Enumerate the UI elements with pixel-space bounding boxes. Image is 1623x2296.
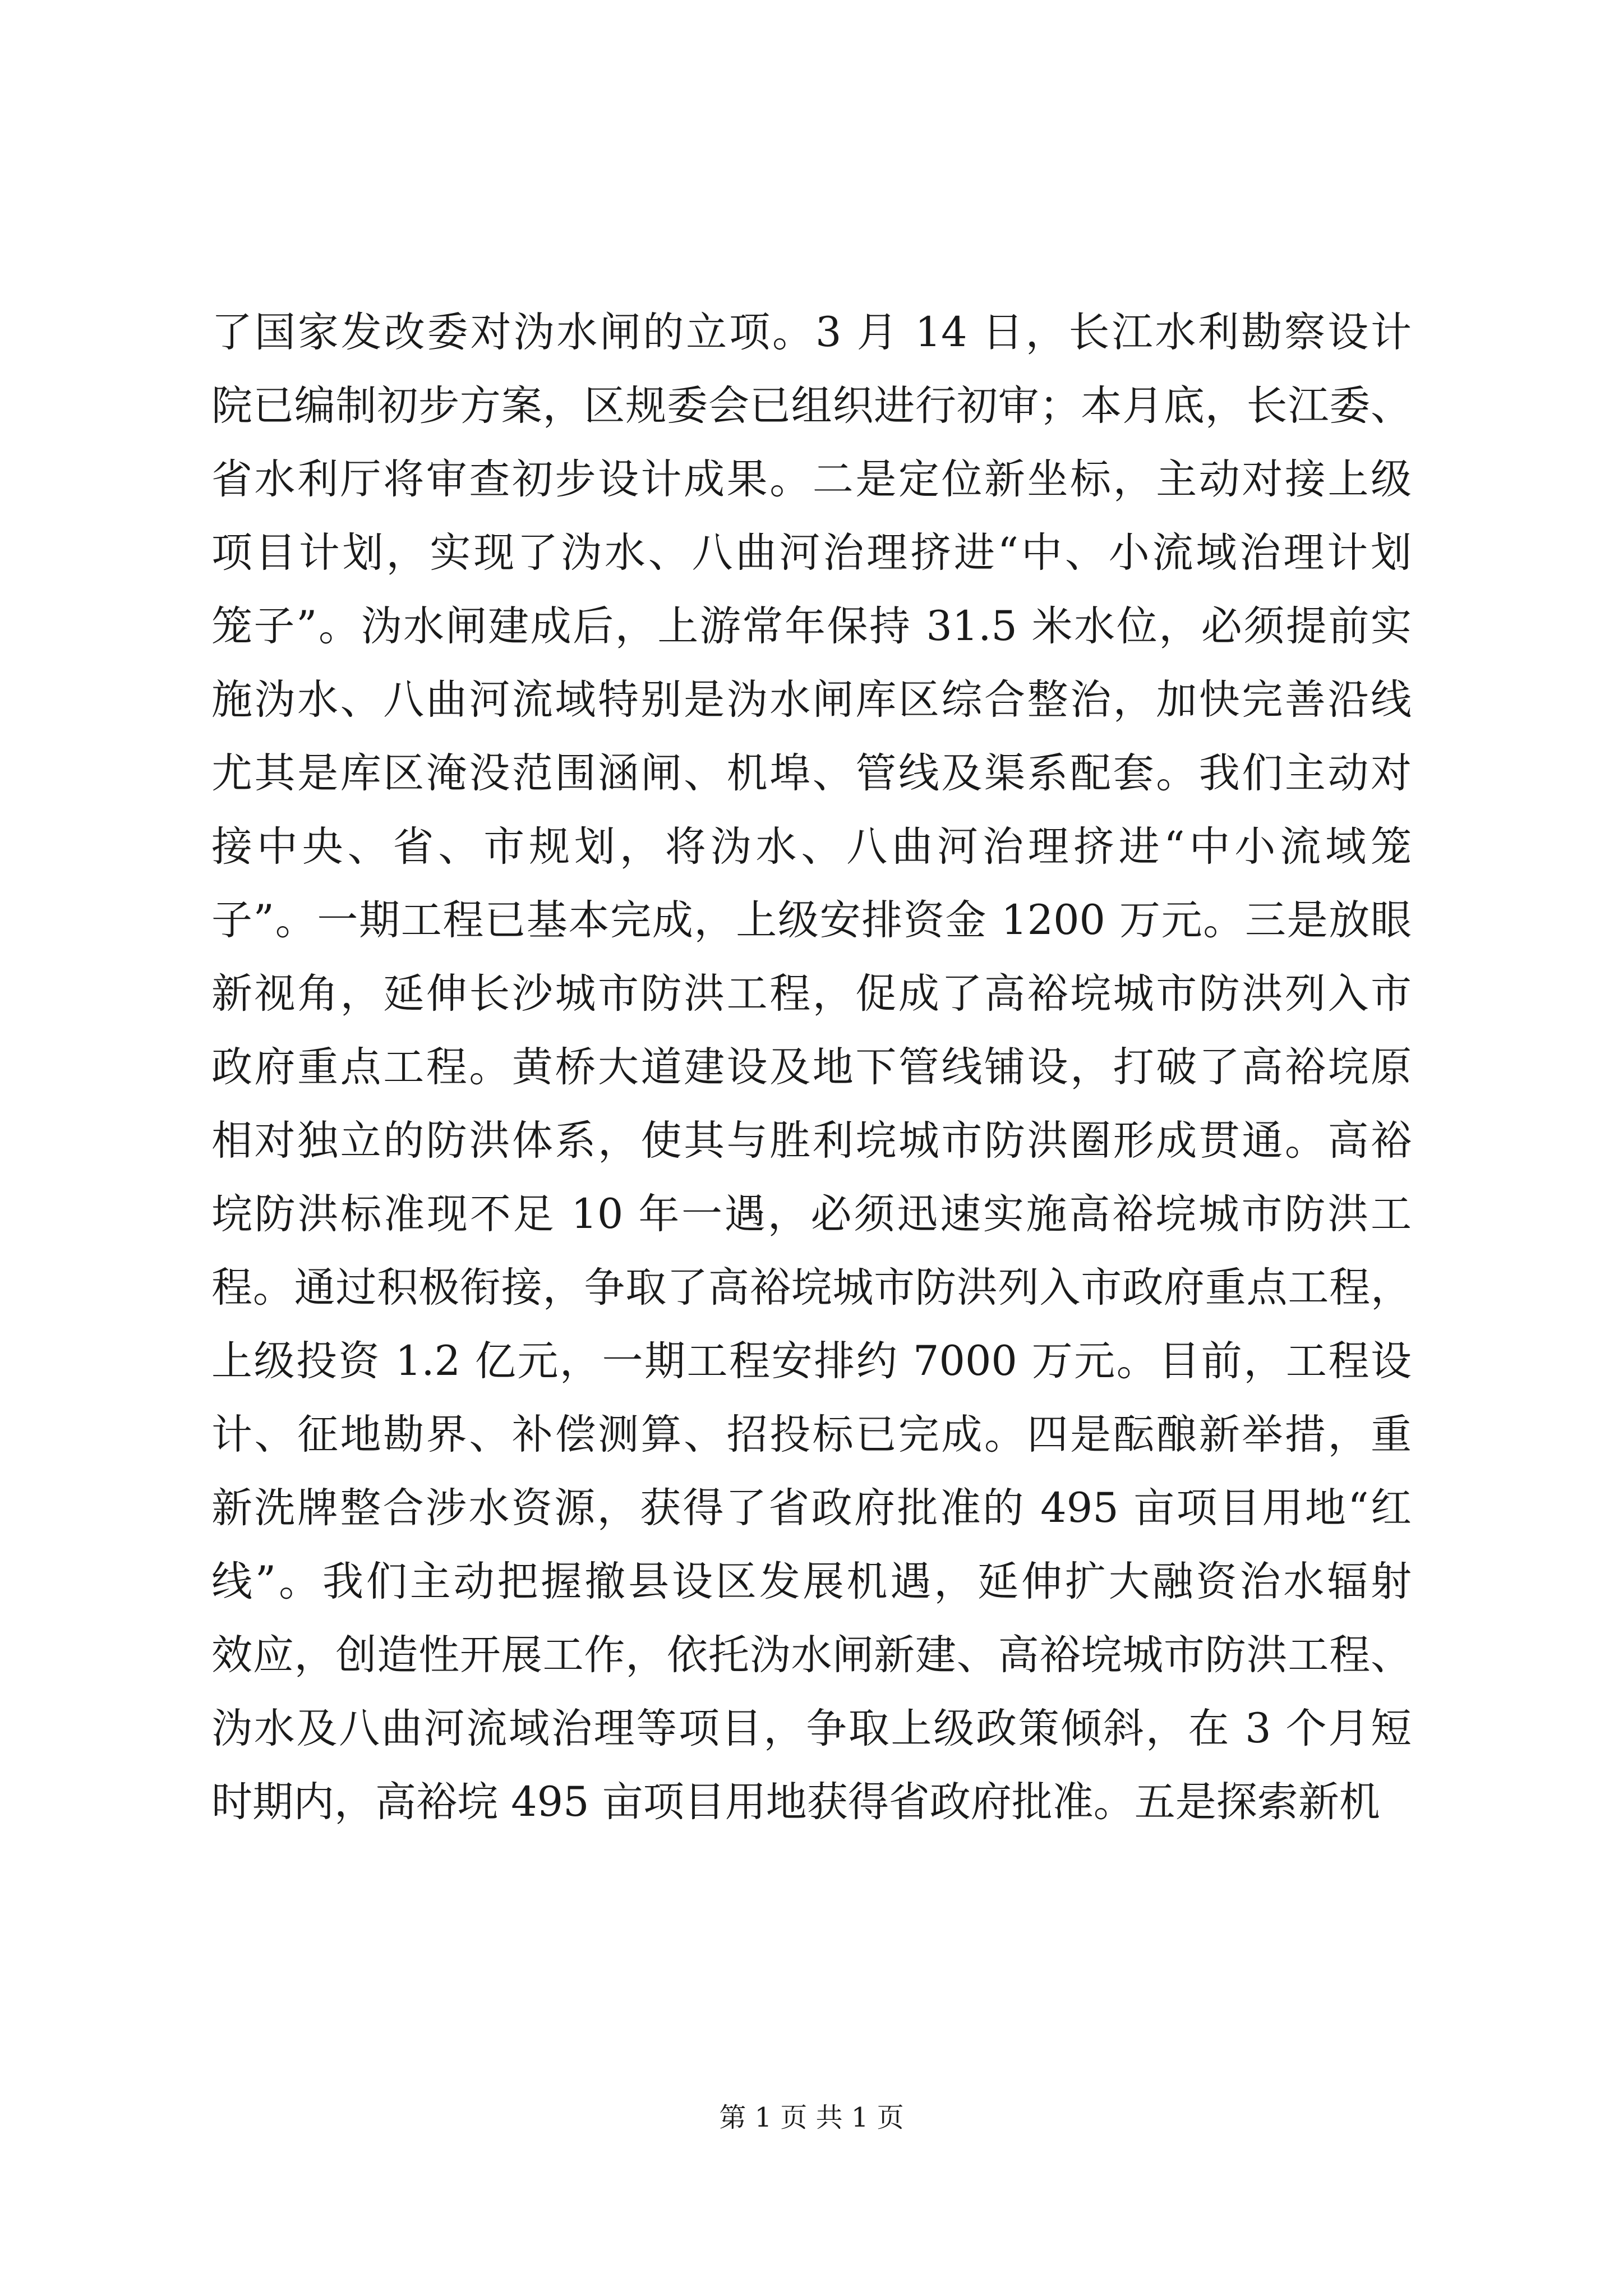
text-line-20: 沩水及八曲河流域治理等项目，争取上级政策倾斜，在 3 个月短 <box>211 1705 1412 1752</box>
text-line-3: 省水利厅将审查初步设计成果。二是定位新坐标，主动对接上级 <box>211 455 1412 503</box>
text-line-5: 笼子”。沩水闸建成后，上游常年保持 31.5 米水位，必须提前实 <box>211 602 1412 650</box>
text-line-10: 新视角，延伸长沙城市防洪工程，促成了高裕垸城市防洪列入市 <box>211 970 1412 1018</box>
text-line-13: 垸防洪标准现不足 10 年一遇，必须迅速实施高裕垸城市防洪工 <box>211 1190 1412 1238</box>
text-line-2: 院已编制初步方案，区规委会已组织进行初审；本月底，长江委、 <box>211 382 1412 430</box>
page-footer <box>0 2101 1623 2134</box>
text-line-15: 上级投资 1.2 亿元，一期工程安排约 7000 万元。目前，工程设 <box>211 1337 1412 1385</box>
text-line-16: 计、征地勘界、补偿测算、招投标已完成。四是酝酿新举措，重 <box>211 1411 1412 1458</box>
body-text <box>211 296 1412 1839</box>
text-line-14: 程。通过积极衔接，争取了高裕垸城市防洪列入市政府重点工程， <box>211 1264 1412 1312</box>
text-line-4: 项目计划，实现了沩水、八曲河治理挤进“中、小流域治理计划 <box>211 529 1412 577</box>
text-line-9: 子”。一期工程已基本完成，上级安排资金 1200 万元。三是放眼 <box>211 896 1412 944</box>
text-line-7: 尤其是库区淹没范围涵闸、机埠、管线及渠系配套。我们主动对 <box>211 749 1412 797</box>
text-line-19: 效应，创造性开展工作，依托沩水闸新建、高裕垸城市防洪工程、 <box>211 1631 1412 1679</box>
text-line-12: 相对独立的防洪体系，使其与胜利垸城市防洪圈形成贯通。高裕 <box>211 1117 1412 1165</box>
text-line-21: 时期内，高裕垸 495 亩项目用地获得省政府批准。五是探索新机 <box>211 1778 1380 1826</box>
page-number-label: 第 1 页 共 1 页 <box>719 2102 904 2133</box>
text-line-6: 施沩水、八曲河流域特别是沩水闸库区综合整治，加快完善沿线 <box>211 676 1412 724</box>
text-line-11: 政府重点工程。黄桥大道建设及地下管线铺设，打破了高裕垸原 <box>211 1043 1412 1091</box>
text-line-17: 新洗牌整合涉水资源，获得了省政府批准的 495 亩项目用地“红 <box>211 1484 1412 1532</box>
text-line-1: 了国家发改委对沩水闸的立项。3 月 14 日，长江水利勘察设计 <box>211 309 1412 356</box>
text-line-8: 接中央、省、市规划，将沩水、八曲河治理挤进“中小流域笼 <box>211 823 1412 871</box>
text-line-18: 线”。我们主动把握撤县设区发展机遇，延伸扩大融资治水辐射 <box>211 1558 1412 1605</box>
